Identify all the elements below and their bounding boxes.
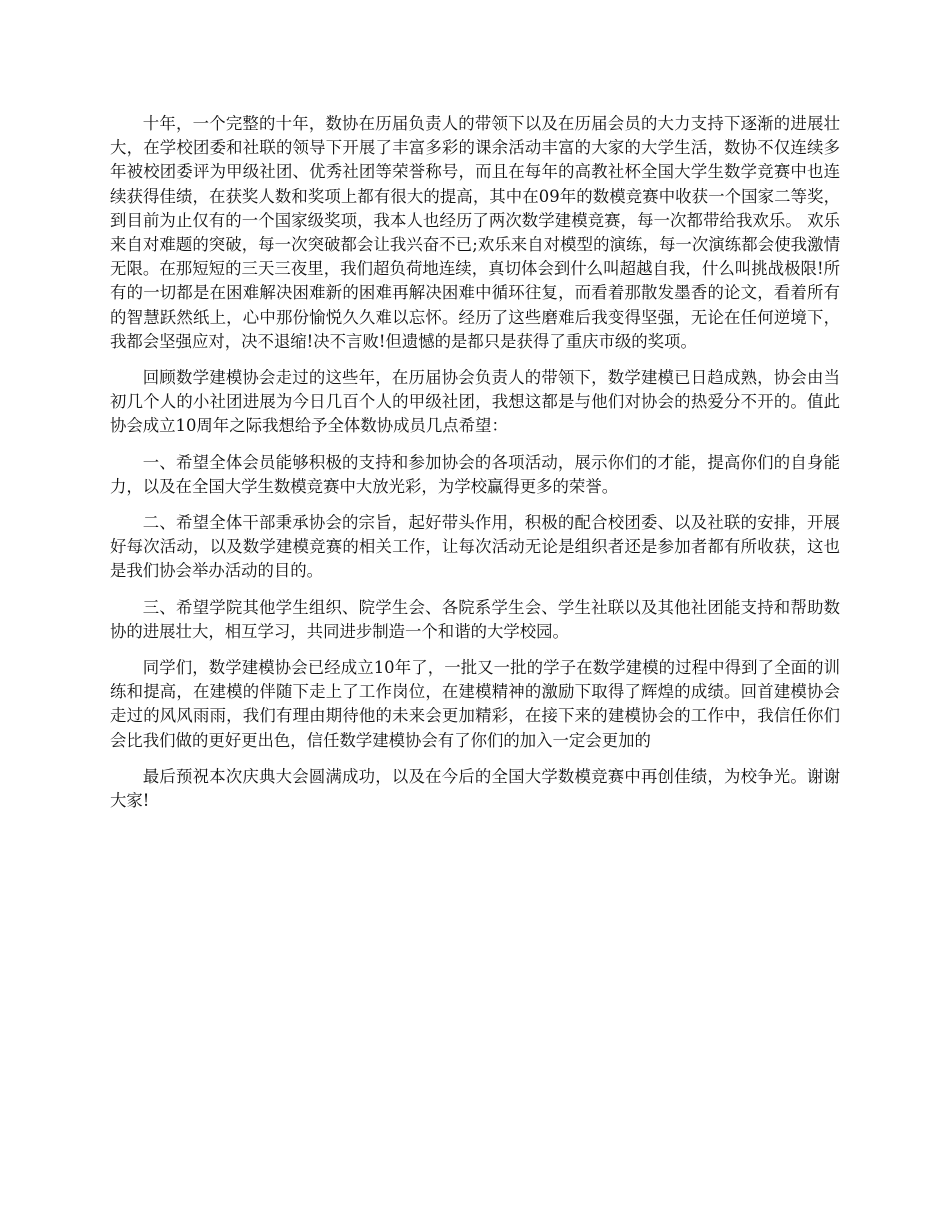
paragraph-1: 十年，一个完整的十年，数协在历届负责人的带领下以及在历届会员的大力支持下逐渐的进展壮大，在学校团委和社联的领导下开展了丰富多彩的课余活动丰富的大家的大学生活，数协不仅连续多年被校团委评为甲级社团、优秀社团等荣誉称号，而且在每年的高教社杯全国大学生数学竞赛中也连续获得佳绩，在获奖人数和奖项上都有很大的提高，其中在09年的数模竞赛中收获一个国家二等奖，到目前为止仅有的一个国家级奖项，我本人也经历了两次数学建模竞赛，每一次都带给我欢乐。 欢乐来自对难题的突破，每一次突破都会让我兴奋不已;欢乐来自对模型的演练，每一次演练都会使我激情无限。在那短短的三天三夜里，我们超负荷地连续，真切体会到什么叫超越自我，什么叫挑战极限!所有的一切都是在困难解决困难新的困难再解决困难中循环往复，而看着那散发墨香的论文，看着所有的智慧跃然纸上，心中那份愉悦久久难以忘怀。经历了这些磨难后我变得坚强，无论在任何逆境下，我都会坚强应对，决不退缩!决不言败!但遗憾的是都只是获得了重庆市级的奖项。 xyxy=(110,114,840,351)
paragraph-6: 同学们，数学建模协会已经成立10年了，一批又一批的学子在数学建模的过程中得到了全面的训练和提高，在建模的伴随下走上了工作岗位，在建模精神的激励下取得了辉煌的成绩。回首建模协会走过的风风雨雨，我们有理由期待他的未来会更加精彩，在接下来的建模协会的工作中，我信任你们会比我们做的更好更出色，信任数学建模协会有了你们的加入一定会更加的 xyxy=(110,658,840,750)
paragraph-4: 二、希望全体干部秉承协会的宗旨，起好带头作用，积极的配合校团委、以及社联的安排，开展好每次活动，以及数学建模竞赛的相关工作，让每次活动无论是组织者还是参加者都有所收获，这也是我们协会举办活动的目的。 xyxy=(110,513,840,581)
paragraph-2: 回顾数学建模协会走过的这些年，在历届协会负责人的带领下，数学建模已日趋成熟，协会由当初几个人的小社团进展为今日几百个人的甲级社团，我想这都是与他们对协会的热爱分不开的。值此协会成立10周年之际我想给予全体数协成员几点希望： xyxy=(110,368,840,436)
document-body xyxy=(110,112,840,825)
paragraph-7: 最后预祝本次庆典大会圆满成功，以及在今后的全国大学数模竞赛中再创佳绩，为校争光。谢谢大家! xyxy=(110,766,840,811)
paragraph-5: 三、希望学院其他学生组织、院学生会、各院系学生会、学生社联以及其他社团能支持和帮助数协的进展壮大，相互学习，共同进步制造一个和谐的大学校园。 xyxy=(110,597,840,641)
paragraph-3: 一、希望全体会员能够积极的支持和参加协会的各项活动，展示你们的才能，提高你们的自身能力，以及在全国大学生数模竞赛中大放光彩，为学校赢得更多的荣誉。 xyxy=(110,452,840,496)
